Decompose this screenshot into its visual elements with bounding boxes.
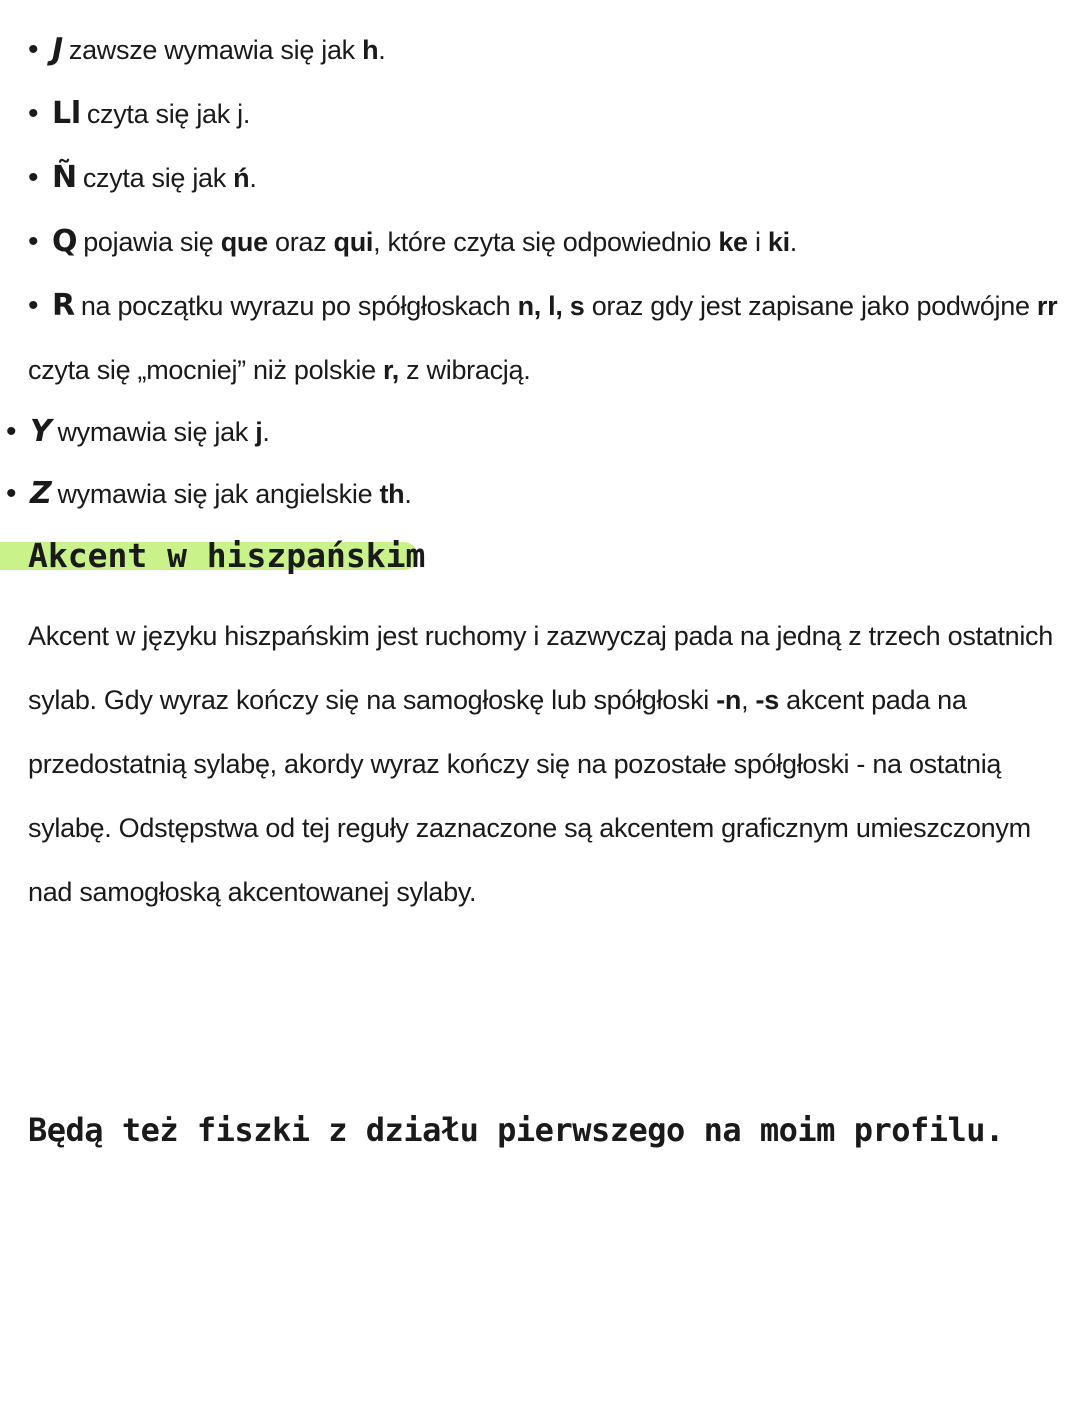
rule-bold: j — [255, 417, 263, 447]
rule-text: czyta się „mocniej” niż polskie — [28, 355, 384, 385]
rule-end: . — [404, 479, 412, 509]
rule-bold: ki — [767, 227, 790, 257]
rule-end: . — [378, 35, 386, 65]
rule-end: . — [249, 163, 257, 193]
rule-letter: Ll — [52, 96, 81, 131]
rule-bold: h — [362, 35, 379, 65]
rule-text: na początku wyrazu po spółgłoskach — [80, 291, 518, 321]
rule-text: zawsze wymawia się jak — [68, 35, 363, 65]
rule-bold: que — [220, 227, 268, 257]
rule-bold: rr — [1036, 291, 1058, 321]
bullet-icon: • — [28, 97, 39, 130]
rule-q — [28, 224, 797, 260]
rule-text: z wibracją. — [398, 355, 531, 385]
rule-bold: qui — [333, 227, 374, 257]
rule-text: czyta się jak — [82, 163, 234, 193]
rule-text: pojawia się — [83, 227, 221, 257]
rule-end: . — [262, 417, 270, 447]
rule-bold: th — [379, 479, 405, 509]
bullet-icon: • — [6, 477, 17, 510]
rule-r-continued — [28, 352, 530, 388]
footer-note: Będą też fiszki z działu pierwszego na moim profilu. — [28, 1111, 1004, 1149]
paragraph-bold: -s — [755, 685, 779, 715]
rule-text: i — [747, 227, 768, 257]
rule-letter: Ñ — [52, 160, 77, 195]
section-heading — [0, 536, 426, 576]
paragraph-text: , — [741, 685, 756, 715]
rule-letter: J — [52, 32, 63, 67]
rule-letter: Q — [52, 224, 78, 259]
rule-bold: ń — [233, 163, 250, 193]
paragraph-text: akcent pada na przedostatnią sylabę, akordy wyraz kończy się na pozostałe spółgłoski - na ostatnią sylabę. Odstępstwa od tej reguły zaznaczone są akcentem graficznym umieszczonym nad samogłoską akcentowanej sylaby. — [28, 685, 1031, 907]
heading-text: Akcent w hiszpańskim — [28, 536, 426, 575]
rule-bold: r, — [383, 355, 399, 385]
rule-text: czyta się jak j. — [86, 99, 251, 129]
paragraph-text: Akcent w języku hiszpańskim jest ruchomy i zazwyczaj pada na jedną z trzech ostatnich sylab. Gdy wyraz kończy się na samogłoskę lub spółgłoski — [28, 621, 1053, 715]
paragraph-bold: -n — [716, 685, 742, 715]
rule-text: wymawia się jak angielskie — [57, 479, 380, 509]
accent-paragraph — [28, 604, 1058, 924]
rule-text: wymawia się jak — [57, 417, 256, 447]
rule-j — [28, 32, 385, 68]
bullet-icon: • — [6, 415, 17, 448]
rule-text: oraz gdy jest zapisane jako podwójne — [584, 291, 1037, 321]
rule-bold: n, l, s — [517, 291, 585, 321]
bullet-icon: • — [28, 161, 39, 194]
rule-r — [28, 288, 1057, 324]
rule-z — [6, 476, 412, 512]
bullet-icon: • — [28, 225, 39, 258]
rule-enye — [28, 160, 257, 196]
rule-text: oraz — [267, 227, 334, 257]
rule-bold: ke — [718, 227, 748, 257]
rule-letter: Z — [30, 476, 52, 511]
rule-letter: Y — [30, 414, 52, 449]
rule-text: . — [789, 227, 797, 257]
bullet-icon: • — [28, 33, 39, 66]
bullet-icon: • — [28, 289, 39, 322]
rule-y — [6, 414, 270, 450]
rule-letter: R — [52, 288, 75, 323]
rule-text: , które czyta się odpowiednio — [373, 227, 719, 257]
rule-ll — [28, 96, 250, 132]
